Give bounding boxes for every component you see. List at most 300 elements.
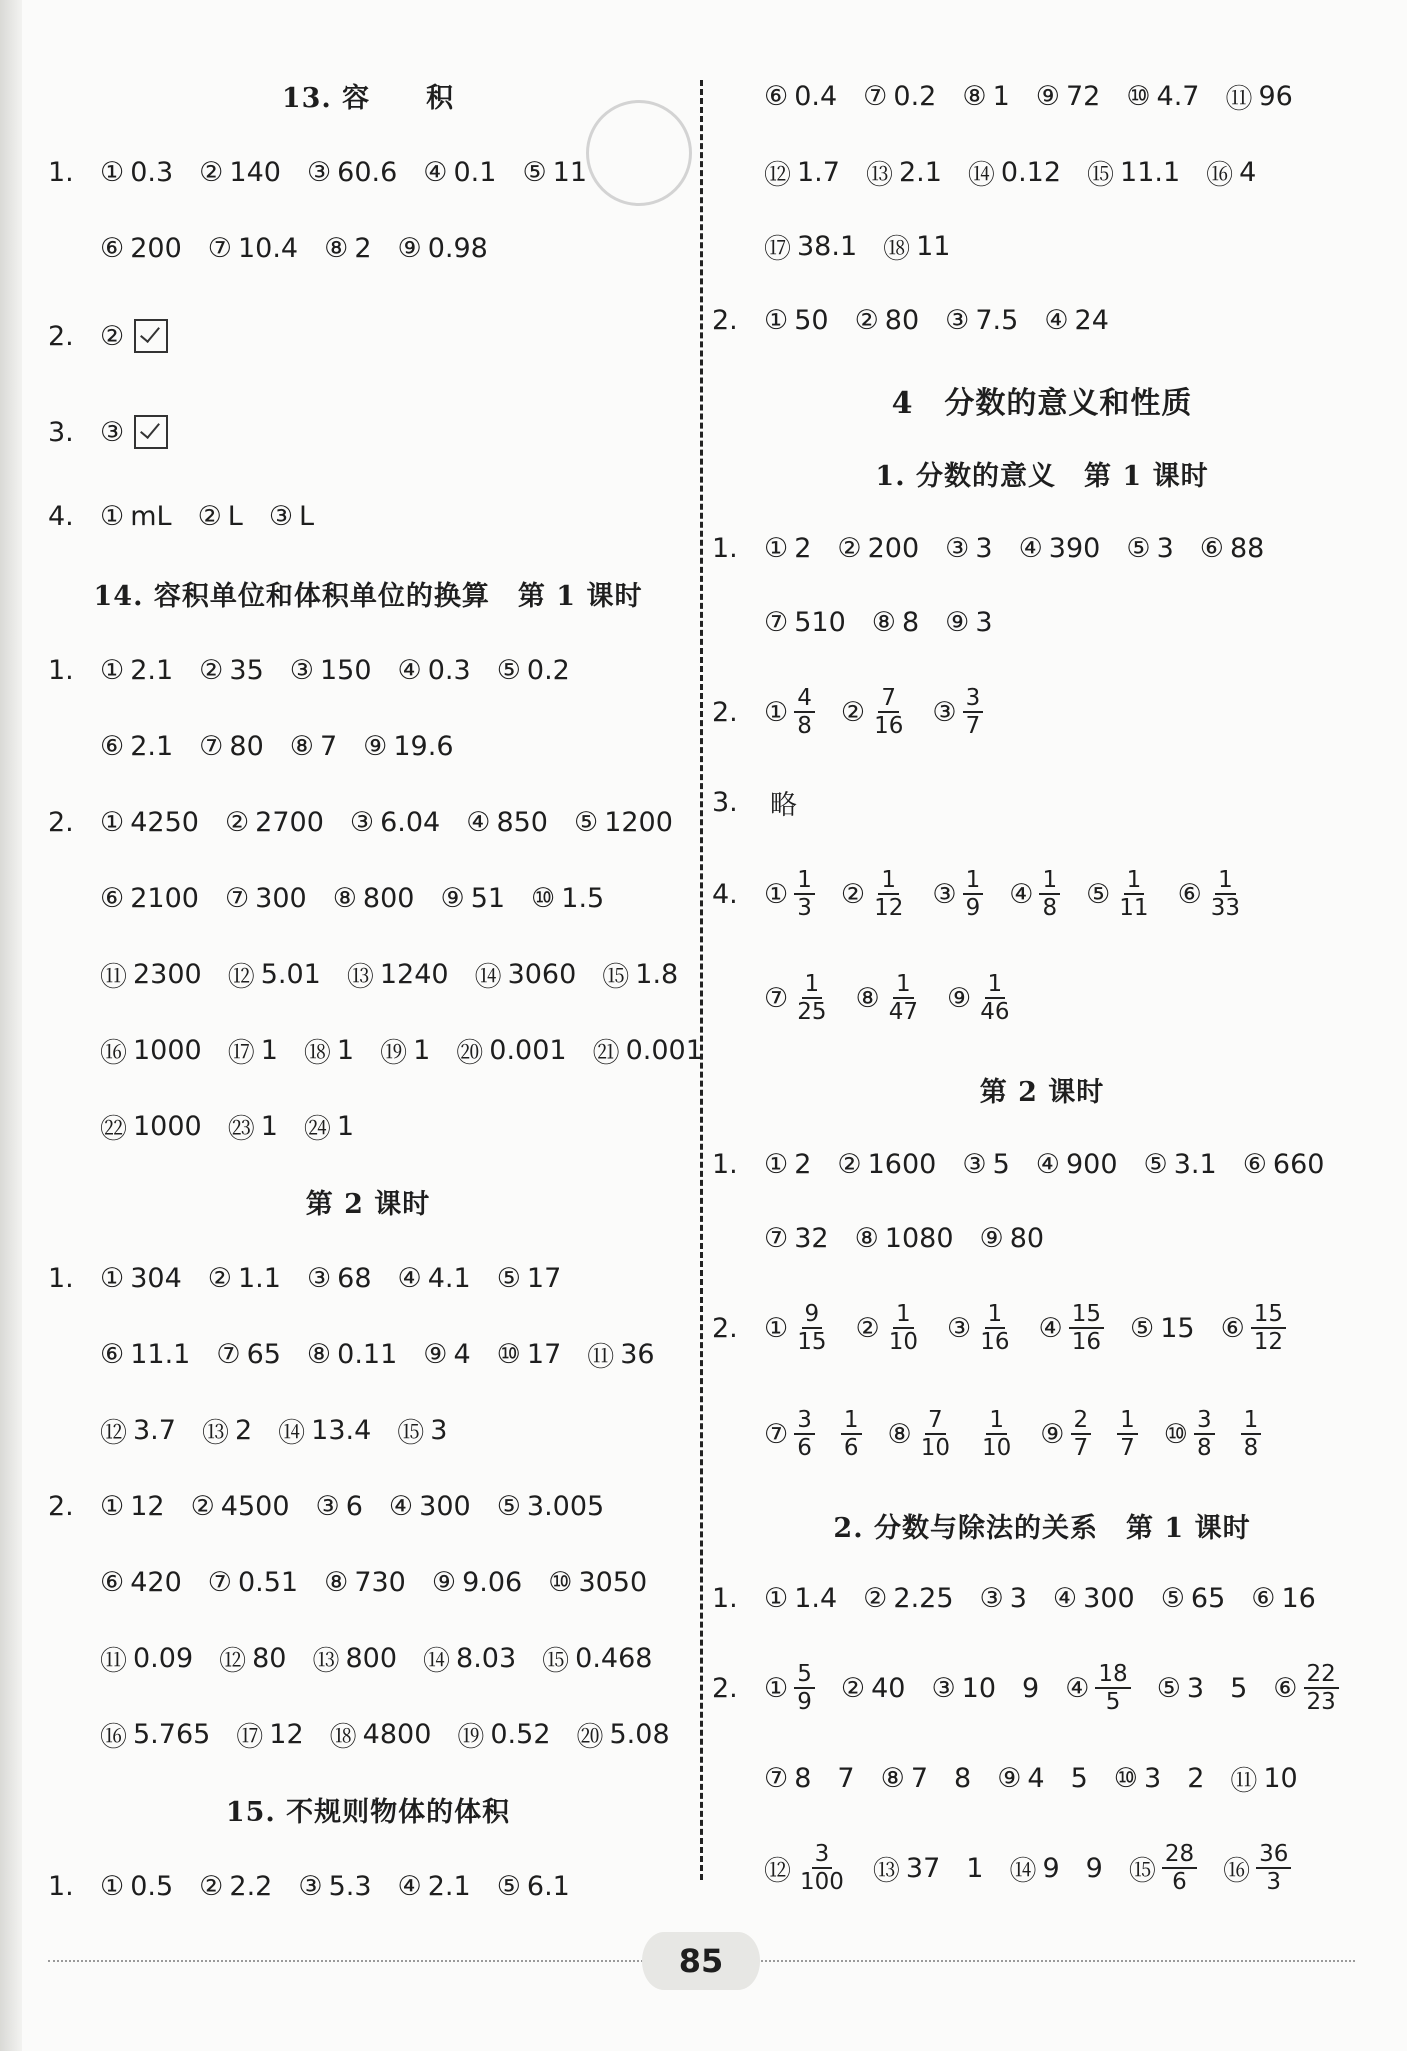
answer-value: 1.7 bbox=[797, 156, 840, 188]
fraction bbox=[1117, 1407, 1138, 1461]
answer-marker: ⑦ bbox=[764, 982, 789, 1014]
answer-row bbox=[712, 1841, 1372, 1895]
answer-row bbox=[48, 224, 688, 272]
section-heading: 15. 不规则物体的体积 bbox=[225, 1797, 511, 1828]
answer-item bbox=[1221, 1301, 1287, 1355]
answer-value: 7 bbox=[910, 1762, 928, 1794]
answer-item bbox=[1009, 867, 1060, 921]
answer-marker: ⑧ bbox=[854, 1222, 879, 1254]
answer-item bbox=[962, 1149, 1009, 1180]
answer-item bbox=[199, 655, 264, 686]
answer-marker: ③ bbox=[315, 1490, 340, 1522]
answer-item bbox=[100, 157, 173, 188]
answer-row bbox=[48, 1558, 688, 1606]
page-number: 85 bbox=[642, 1932, 760, 1990]
answer-item bbox=[574, 807, 673, 838]
answer-marker: ⑤ bbox=[522, 156, 547, 188]
answer-item bbox=[841, 867, 907, 921]
answer-marker: ⑤ bbox=[496, 1870, 521, 1902]
numerator: 36 bbox=[1256, 1841, 1291, 1869]
answer-value: 5.3 bbox=[328, 1870, 372, 1902]
answer-item bbox=[764, 607, 846, 638]
answer-row bbox=[712, 598, 1372, 646]
answer-value: 200 bbox=[130, 232, 182, 264]
answer-value: 1 bbox=[260, 1034, 278, 1066]
fraction bbox=[1162, 1841, 1197, 1895]
answer-value: 80 bbox=[229, 730, 264, 762]
denominator: 6 bbox=[1172, 1869, 1187, 1895]
answer-value: 35 bbox=[229, 654, 264, 686]
question-number: 1. bbox=[712, 532, 738, 564]
answer-marker: ⑤ bbox=[1156, 1672, 1181, 1704]
answer-marker: ⑮ bbox=[542, 1645, 570, 1677]
answer-item bbox=[764, 1841, 847, 1895]
fraction bbox=[977, 1301, 1012, 1355]
answer-value: 420 bbox=[130, 1566, 182, 1598]
answer-item bbox=[1161, 1583, 1226, 1614]
answer-value: 1.4 bbox=[794, 1582, 838, 1614]
answer-item bbox=[1130, 1313, 1195, 1344]
answer-row bbox=[48, 950, 688, 998]
answer-marker: ⑧ bbox=[880, 1762, 905, 1794]
answer-item bbox=[330, 1715, 432, 1754]
answer-value: 0.2 bbox=[526, 654, 570, 686]
answer-item bbox=[497, 1491, 605, 1522]
answer-value: mL bbox=[130, 500, 172, 532]
answer-marker: ② bbox=[854, 304, 879, 336]
answer-item bbox=[764, 1149, 811, 1180]
denominator: 8 bbox=[1243, 1435, 1259, 1461]
denominator: 33 bbox=[1210, 895, 1241, 921]
answer-item bbox=[837, 1149, 936, 1180]
answer-marker: ⑰ bbox=[764, 233, 791, 265]
numerator: 4 bbox=[794, 685, 815, 713]
answer-item bbox=[1009, 1849, 1102, 1888]
answer-item bbox=[497, 1339, 562, 1370]
answer-marker: ⑦ bbox=[764, 606, 789, 638]
answer-value: 11.1 bbox=[130, 1338, 191, 1370]
answer-marker: ② bbox=[855, 1312, 880, 1344]
answer-marker: ⑨ bbox=[423, 1338, 448, 1370]
answer-marker: ⑦ bbox=[199, 730, 224, 762]
numerator: 1 bbox=[986, 1407, 1007, 1435]
answer-value: 1 bbox=[260, 1110, 278, 1142]
answer-marker: ③ bbox=[298, 1870, 323, 1902]
answer-item bbox=[1126, 533, 1173, 564]
answer-marker: ⑤ bbox=[1160, 1582, 1185, 1614]
answer-marker: ⑤ bbox=[573, 806, 599, 838]
answer-item bbox=[1114, 1763, 1205, 1794]
answer-item bbox=[764, 1407, 862, 1461]
answer-marker: ⑤ bbox=[496, 654, 521, 686]
answer-item bbox=[208, 233, 298, 264]
answer-marker: ⑧ bbox=[306, 1338, 332, 1370]
answer-marker: ⑰ bbox=[227, 1037, 255, 1069]
answer-item bbox=[100, 1107, 202, 1146]
answer-value: 65 bbox=[1190, 1582, 1226, 1614]
answer-item bbox=[208, 1567, 298, 1598]
fraction bbox=[886, 1301, 921, 1355]
answer-value: 7 bbox=[837, 1762, 855, 1794]
answer-marker: ⑬ bbox=[346, 961, 374, 993]
answer-value: 3.1 bbox=[1173, 1148, 1217, 1180]
answer-item bbox=[228, 1107, 278, 1146]
answer-item bbox=[497, 655, 570, 686]
denominator: 46 bbox=[980, 999, 1010, 1025]
answer-item bbox=[100, 731, 173, 762]
denominator: 7 bbox=[1120, 1435, 1135, 1461]
answer-item bbox=[100, 319, 168, 353]
answer-marker: ⑧ bbox=[324, 1566, 349, 1598]
fraction bbox=[1304, 1661, 1339, 1715]
answer-item bbox=[1206, 153, 1256, 192]
denominator: 9 bbox=[797, 1689, 812, 1715]
answer-row bbox=[48, 646, 688, 694]
answer-marker: ⑥ bbox=[100, 730, 125, 762]
numerator: 7 bbox=[925, 1407, 946, 1435]
answer-value: 10 bbox=[1263, 1762, 1298, 1794]
numerator: 9 bbox=[802, 1301, 823, 1329]
answer-marker: ② bbox=[863, 1582, 888, 1614]
answer-marker: ⑬ bbox=[872, 1855, 900, 1887]
fraction bbox=[979, 1407, 1014, 1461]
answer-value: 0.001 bbox=[625, 1034, 703, 1066]
denominator: 6 bbox=[797, 1435, 812, 1461]
answer-marker: ② bbox=[207, 1262, 232, 1294]
answer-item bbox=[1065, 1661, 1131, 1715]
answer-marker: ③ bbox=[945, 532, 970, 564]
answer-marker: ⑨ bbox=[979, 1222, 1004, 1254]
answer-marker: ⑧ bbox=[324, 232, 349, 264]
answer-item bbox=[522, 157, 587, 188]
answer-item bbox=[764, 153, 840, 192]
answer-marker: ⑥ bbox=[764, 80, 789, 112]
answer-value: 800 bbox=[362, 882, 415, 914]
answer-marker: ① bbox=[100, 500, 125, 532]
denominator: 23 bbox=[1306, 1689, 1336, 1715]
answer-item bbox=[278, 1411, 371, 1450]
question-number: 1. bbox=[48, 1262, 74, 1294]
question-number: 1. bbox=[48, 156, 74, 188]
numerator: 1 bbox=[985, 971, 1006, 999]
answer-marker: ⑫ bbox=[764, 1855, 791, 1887]
answer-value: 900 bbox=[1065, 1148, 1118, 1180]
answer-value: 1000 bbox=[133, 1110, 202, 1142]
answer-item bbox=[855, 1223, 954, 1254]
answer-value: 1200 bbox=[604, 806, 673, 838]
answer-marker: ⑧ bbox=[871, 606, 896, 638]
fraction bbox=[841, 1407, 862, 1461]
answer-marker: ⑮ bbox=[1087, 159, 1115, 191]
denominator: 10 bbox=[888, 1329, 918, 1355]
answer-marker: ⑳ bbox=[576, 1721, 604, 1753]
answer-marker: ⑤ bbox=[1086, 878, 1111, 910]
denominator: 12 bbox=[1253, 1329, 1284, 1355]
answer-marker: ② bbox=[837, 1148, 862, 1180]
answer-marker: ⑤ bbox=[496, 1262, 521, 1294]
answer-marker: ① bbox=[100, 156, 125, 188]
answer-item bbox=[873, 1849, 984, 1888]
answer-marker: ⑤ bbox=[1126, 532, 1151, 564]
answer-value: 8.03 bbox=[456, 1642, 517, 1674]
fraction bbox=[963, 867, 984, 921]
answer-item bbox=[542, 1639, 652, 1678]
answer-value: 8 bbox=[954, 1762, 972, 1794]
answer-marker: ⑮ bbox=[602, 961, 630, 993]
answer-item bbox=[228, 955, 321, 994]
answer-item bbox=[1164, 1407, 1262, 1461]
question-number: 4. bbox=[48, 500, 74, 532]
answer-marker: ② bbox=[840, 696, 866, 728]
answer-marker: ⑦ bbox=[764, 1222, 789, 1254]
answer-marker: ① bbox=[764, 1148, 789, 1180]
section-heading: 13. 容 积 bbox=[281, 83, 455, 114]
denominator: 16 bbox=[874, 713, 904, 739]
answer-value: 12 bbox=[269, 1718, 304, 1750]
answer-item bbox=[397, 1411, 447, 1450]
answer-value: 3.7 bbox=[133, 1414, 176, 1446]
answer-row bbox=[48, 722, 688, 770]
numerator: 1 bbox=[985, 1301, 1006, 1329]
answer-item bbox=[202, 1411, 252, 1450]
answer-value: 0.5 bbox=[130, 1870, 174, 1902]
answer-value: 2.1 bbox=[130, 654, 174, 686]
answer-item bbox=[225, 883, 307, 914]
answer-item bbox=[100, 1411, 176, 1450]
numerator: 1 bbox=[893, 1301, 914, 1329]
answer-value: 730 bbox=[354, 1566, 406, 1598]
answer-value: 40 bbox=[871, 1672, 906, 1704]
answer-value: 1000 bbox=[133, 1034, 202, 1066]
question-number: 2. bbox=[712, 696, 738, 728]
answer-value: 50 bbox=[794, 304, 829, 336]
answer-item bbox=[764, 533, 811, 564]
denominator: 11 bbox=[1119, 895, 1149, 921]
answer-value: 65 bbox=[246, 1338, 281, 1370]
section-heading: 1. 分数的意义 第 1 课时 bbox=[875, 461, 1209, 492]
answer-item bbox=[855, 305, 920, 336]
numerator: 1 bbox=[841, 1407, 862, 1435]
answer-item bbox=[945, 305, 1018, 336]
answer-item bbox=[497, 1263, 562, 1294]
answer-value: 9 bbox=[1085, 1852, 1103, 1884]
answer-marker: ⑥ bbox=[1242, 1148, 1267, 1180]
answer-item bbox=[1144, 1149, 1217, 1180]
answer-item bbox=[191, 1491, 290, 1522]
answer-row bbox=[48, 1406, 688, 1454]
answer-marker: ⑧ bbox=[855, 982, 880, 1014]
answer-marker: ④ bbox=[397, 1870, 422, 1902]
answer-marker: ⑥ bbox=[100, 1566, 125, 1598]
answer-marker: ⑤ bbox=[1143, 1148, 1168, 1180]
denominator: 16 bbox=[980, 1329, 1010, 1355]
answer-item bbox=[980, 1223, 1045, 1254]
answer-row bbox=[712, 1214, 1372, 1262]
answer-value: 13.4 bbox=[311, 1414, 372, 1446]
answer-item bbox=[1129, 1841, 1197, 1895]
answer-item bbox=[764, 227, 857, 266]
numerator: 28 bbox=[1162, 1841, 1197, 1869]
answer-marker: ⑩ bbox=[548, 1566, 573, 1598]
answer-value: 7 bbox=[319, 730, 338, 762]
answer-value: 80 bbox=[1009, 1222, 1045, 1254]
answer-item bbox=[347, 955, 449, 994]
answer-value: 850 bbox=[496, 806, 548, 838]
answer-value: 11.1 bbox=[1120, 156, 1181, 188]
answer-item bbox=[100, 233, 182, 264]
answer-value: 3 bbox=[975, 606, 993, 638]
numerator: 3 bbox=[963, 685, 984, 713]
answer-value: 4800 bbox=[362, 1718, 432, 1750]
answer-marker: ⑨ bbox=[997, 1762, 1022, 1794]
answer-item bbox=[764, 867, 815, 921]
denominator: 8 bbox=[1042, 895, 1058, 921]
denominator: 12 bbox=[874, 895, 904, 921]
answer-marker: ⑲ bbox=[457, 1721, 485, 1753]
answer-value: 4 bbox=[1027, 1762, 1045, 1794]
answer-value: 1 bbox=[966, 1852, 984, 1884]
question-number: 3. bbox=[48, 416, 74, 448]
answer-item bbox=[350, 807, 440, 838]
answer-value: 0.1 bbox=[453, 156, 497, 188]
answer-item bbox=[324, 233, 371, 264]
question-number: 2. bbox=[48, 320, 74, 352]
answer-value: 32 bbox=[794, 1222, 829, 1254]
fraction bbox=[1095, 1661, 1130, 1715]
answer-marker: ⑨ bbox=[397, 232, 422, 264]
fraction bbox=[794, 685, 815, 739]
answer-marker: ⑥ bbox=[100, 232, 125, 264]
fraction bbox=[794, 867, 815, 921]
answer-item bbox=[199, 157, 281, 188]
answer-item bbox=[1036, 81, 1101, 112]
answer-marker: ⑥ bbox=[1273, 1672, 1298, 1704]
answer-value: 0.3 bbox=[427, 654, 471, 686]
numerator: 3 bbox=[794, 1407, 815, 1435]
answer-marker: ④ bbox=[1038, 1312, 1063, 1344]
answer-item bbox=[440, 883, 505, 914]
answer-item bbox=[863, 1583, 953, 1614]
answer-item bbox=[1036, 1149, 1118, 1180]
answer-row bbox=[712, 524, 1372, 572]
fraction bbox=[1194, 1407, 1215, 1461]
denominator: 47 bbox=[888, 999, 918, 1025]
fraction bbox=[963, 685, 984, 739]
answer-marker: ③ bbox=[979, 1582, 1004, 1614]
numerator: 1 bbox=[893, 971, 914, 999]
fraction bbox=[794, 1661, 815, 1715]
answer-marker: ① bbox=[100, 654, 125, 686]
fraction bbox=[1251, 1301, 1286, 1355]
answer-row bbox=[48, 312, 688, 360]
answer-value: 2.1 bbox=[898, 156, 942, 188]
answer-row bbox=[712, 1661, 1372, 1715]
answer-item bbox=[587, 1335, 654, 1374]
answer-marker: ⑫ bbox=[219, 1645, 247, 1677]
answer-value: 304 bbox=[130, 1262, 182, 1294]
answer-value: 0.11 bbox=[337, 1338, 398, 1370]
answer-value: 5 bbox=[1070, 1762, 1088, 1794]
answer-value: 37 bbox=[905, 1852, 941, 1884]
answer-item bbox=[304, 1107, 354, 1146]
answer-marker: ③ bbox=[349, 806, 375, 838]
answer-item bbox=[548, 1567, 647, 1598]
answer-item bbox=[1157, 1673, 1248, 1704]
answer-marker: ④ bbox=[388, 1490, 414, 1522]
section-heading: 第 2 课时 bbox=[979, 1077, 1105, 1108]
answer-value: 3060 bbox=[507, 958, 577, 990]
answer-value: 7.5 bbox=[975, 304, 1019, 336]
answer-item bbox=[1226, 77, 1293, 116]
answer-item bbox=[457, 1715, 550, 1754]
answer-value: 0.98 bbox=[427, 232, 488, 264]
answer-value: 1.1 bbox=[237, 1262, 281, 1294]
answer-marker: ② bbox=[197, 500, 222, 532]
question-number: 1. bbox=[48, 654, 74, 686]
answer-value: 4500 bbox=[220, 1490, 290, 1522]
answer-marker: ⑥ bbox=[100, 882, 125, 914]
fraction bbox=[1071, 1407, 1092, 1461]
answer-marker: ⑮ bbox=[397, 1417, 425, 1449]
answer-row bbox=[712, 685, 1372, 739]
answer-marker: ⑥ bbox=[1199, 532, 1224, 564]
denominator: 8 bbox=[1197, 1435, 1212, 1461]
answer-item bbox=[398, 1871, 471, 1902]
answer-marker: ⑬ bbox=[865, 159, 893, 191]
answer-value: 2 bbox=[1187, 1762, 1205, 1794]
answer-marker: ⑨ bbox=[1040, 1418, 1065, 1450]
answer-marker: ⑪ bbox=[1230, 1765, 1258, 1797]
answer-marker: ⑱ bbox=[883, 233, 911, 265]
answer-item bbox=[307, 1339, 397, 1370]
answer-marker: ④ bbox=[1035, 1148, 1060, 1180]
answer-value: 5.765 bbox=[133, 1718, 211, 1750]
answer-value: 6 bbox=[345, 1490, 363, 1522]
answer-value: 11 bbox=[916, 230, 951, 262]
answer-item bbox=[947, 971, 1013, 1025]
answer-marker: ⑪ bbox=[100, 1645, 127, 1677]
answer-marker: ⑩ bbox=[1113, 1762, 1138, 1794]
answer-marker: ⑯ bbox=[100, 1721, 127, 1753]
answer-item bbox=[100, 1871, 173, 1902]
answer-marker: ⑥ bbox=[1251, 1582, 1276, 1614]
answer-row bbox=[712, 148, 1372, 196]
answer-marker: ① bbox=[100, 1262, 125, 1294]
answer-item bbox=[497, 1871, 570, 1902]
answer-marker: ㉔ bbox=[303, 1113, 331, 1145]
answer-marker: ⑩ bbox=[1126, 80, 1151, 112]
answer-marker: ③ bbox=[945, 304, 970, 336]
answer-item bbox=[1178, 867, 1244, 921]
answer-item bbox=[1243, 1149, 1325, 1180]
fraction bbox=[1241, 1407, 1262, 1461]
answer-marker: ⑩ bbox=[1163, 1418, 1188, 1450]
answer-marker: ④ bbox=[397, 654, 422, 686]
fraction bbox=[918, 1407, 953, 1461]
answer-item bbox=[945, 607, 992, 638]
answer-item bbox=[872, 607, 919, 638]
column-divider bbox=[700, 80, 703, 1880]
answer-value: 60.6 bbox=[337, 156, 398, 188]
answer-marker: ① bbox=[764, 1582, 789, 1614]
answer-marker: ⑭ bbox=[278, 1417, 306, 1449]
answer-value: 0.09 bbox=[133, 1642, 194, 1674]
question-number: 2. bbox=[48, 806, 74, 838]
numerator: 18 bbox=[1095, 1661, 1130, 1689]
fraction bbox=[1039, 867, 1060, 921]
answer-value: 1600 bbox=[867, 1148, 937, 1180]
answer-item bbox=[856, 1301, 922, 1355]
